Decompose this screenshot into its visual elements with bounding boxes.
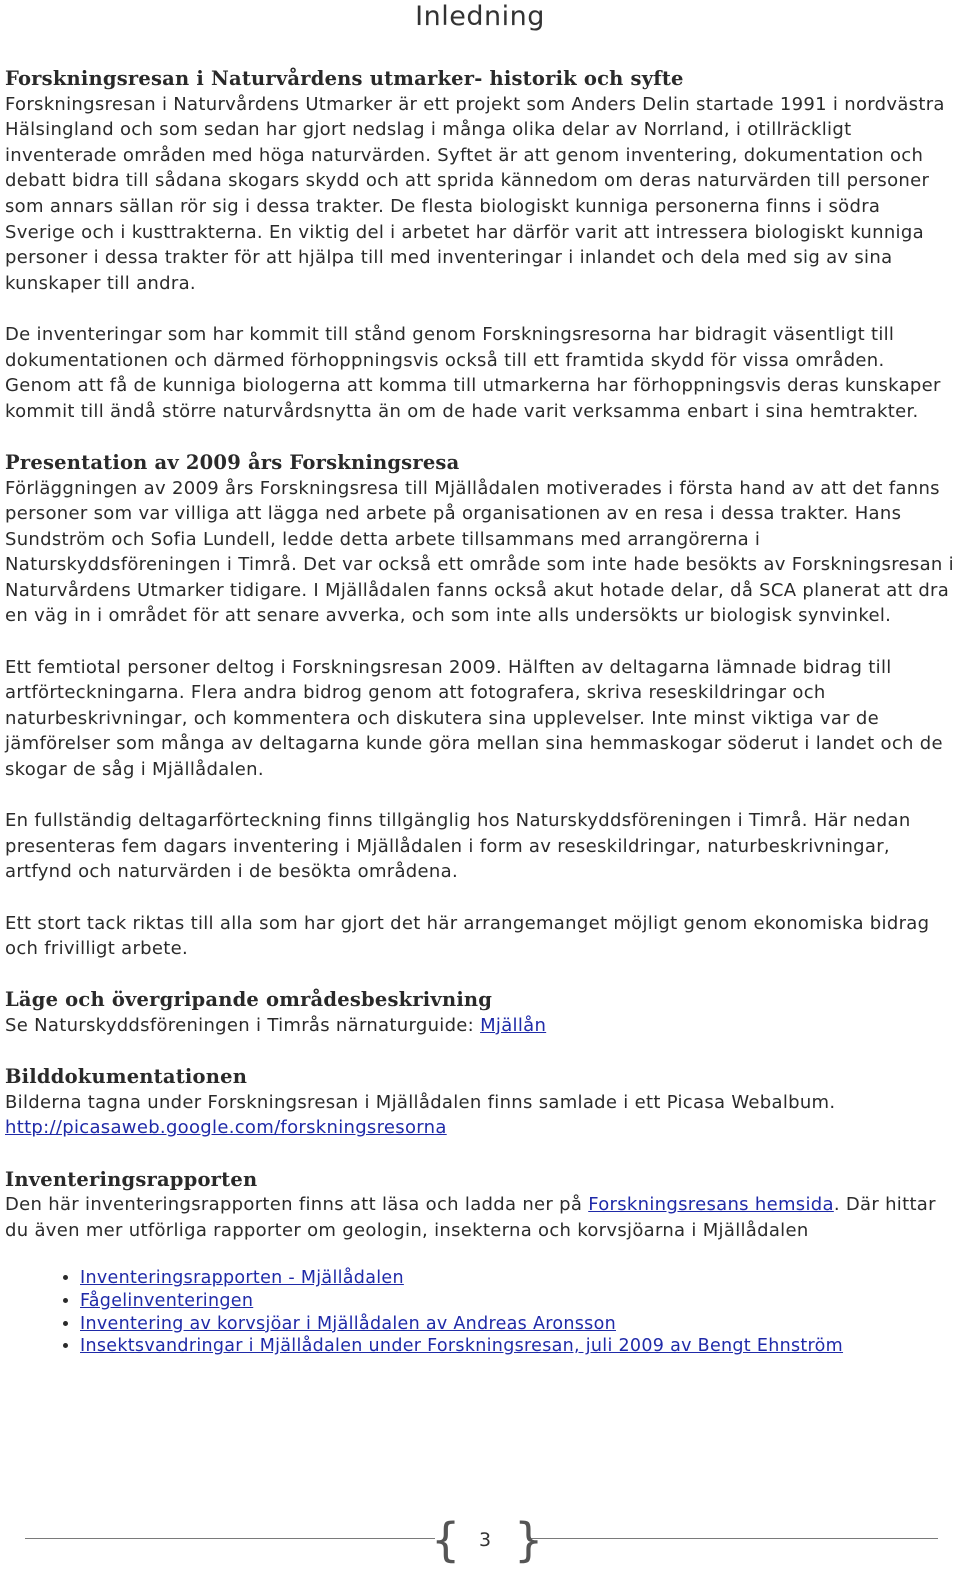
homepage-link[interactable]: Forskningsresans hemsida	[588, 1194, 834, 1216]
history-heading: Forskningsresan i Naturvårdens utmarker- historik och syfte	[5, 67, 684, 90]
location-paragraph	[5, 1013, 955, 1039]
photos-text: Bilderna tagna under Forskningsresan i Mjällådalen finns samlade i ett Picasa Webalbum.	[5, 1091, 836, 1113]
section-location	[5, 987, 955, 1038]
picasa-link[interactable]: http://picasaweb.google.com/forskningsresorna	[5, 1117, 447, 1139]
report-link-fagelinventeringen[interactable]: Fågelinventeringen	[80, 1290, 254, 1311]
presentation-paragraph-1: Förläggningen av 2009 års Forskningsresa till Mjällådalen motiverades i första hand av att det fanns personer som var villiga att lägga ned arbete på organisationen av en resa i dessa trakter. Hans Sundström och Sofia Lundell, ledde detta arbete tillsammans med arrangörerna i Naturskyddsföreningen i Timrå. Det var också ett område som inte hade besökts av Forskningsresan i Naturvårdens Utmarker tidigare. I Mjällådalen fanns också akut hotade delar, då SCA planerat att dra en väg in i området för att senare avverka, och som inte alls undersökts ur biologisk synvinkel.	[5, 477, 954, 627]
report-text-after: . Där hittar du även mer utförliga rapporter om geologin, insekterna och korvsjöarna i Mjällådalen	[5, 1194, 936, 1241]
presentation-paragraph-2: Ett femtiotal personer deltog i Forskningsresan 2009. Hälften av deltagarna lämnade bidrag till artförteckningarna. Flera andra bidrog genom att fotografera, skriva reseskildringar och naturbeskrivningar, och kommentera och diskutera sina upplevelser. Inte minst viktiga var de jämförelser som många av deltagarna kunde göra mellan sina hemmaskogar söderut i landet och de skogar de såg i Mjällådalen.	[5, 656, 943, 781]
history-paragraph-1: Forskningsresan i Naturvårdens Utmarker är ett projekt som Anders Delin startade 1991 i nordvästra Hälsingland och som sedan har gjort nedslag i många olika delar av Norrland, i otillräckligt inventerade områden med höga naturvärden. Syftet är att genom inventering, dokumentation och debatt bidra till sådana skogars skydd och att sprida kännedom om deras naturvärden till personer som annars sällan rör sig i dessa trakter. De flesta biologiskt kunniga personerna finns i södra Sverige och i kusttrakterna. En viktig del i arbetet har därför varit att intressera biologiskt kunniga personer i dessa trakter för att hjälpa till med inventeringar i inlandet och dela med sig av sina kunskaper till andra.	[5, 93, 945, 294]
footer-rule-right	[530, 1538, 938, 1539]
report-paragraph	[5, 1192, 955, 1243]
document-body	[5, 66, 955, 1358]
photos-heading: Bilddokumentationen	[5, 1065, 248, 1089]
list-item	[80, 1290, 955, 1313]
report-link-korvsjoar[interactable]: Inventering av korvsjöar i Mjällådalen av Andreas Aronsson	[80, 1313, 616, 1334]
page-title: Inledning	[415, 1, 545, 32]
report-links-list	[5, 1267, 955, 1357]
report-link-insektsvandringar[interactable]: Insektsvandringar i Mjällådalen under Forskningsresan, juli 2009 av Bengt Ehnström	[80, 1336, 844, 1357]
list-item	[80, 1313, 955, 1336]
footer-close-brace-icon: }	[514, 1513, 544, 1567]
page-number: 3	[478, 1529, 492, 1551]
list-item	[80, 1267, 955, 1290]
footer-rule-left	[25, 1538, 435, 1539]
presentation-paragraph-4: Ett stort tack riktas till alla som har gjort det här arrangemanget möjligt genom ekonomiska bidrag och frivilligt arbete.	[5, 912, 930, 960]
section-presentation	[5, 450, 955, 962]
report-heading: Inventeringsrapporten	[5, 1167, 258, 1191]
section-history	[5, 66, 955, 424]
footer-open-brace-icon: {	[431, 1513, 461, 1567]
section-photos	[5, 1064, 955, 1141]
section-report	[5, 1167, 955, 1358]
presentation-paragraph-3: En fullständig deltagarförteckning finns tillgänglig hos Naturskyddsföreningen i Timrå. Här nedan presenteras fem dagars inventering i Mjällådalen i form av reseskildringar, naturbeskrivningar, artfynd och naturvärden i de besökta områdena.	[5, 810, 911, 883]
report-link-inventeringsrapporten[interactable]: Inventeringsrapporten - Mjällådalen	[80, 1268, 404, 1289]
list-item	[80, 1335, 955, 1358]
location-heading: Läge och övergripande områdesbeskrivning	[5, 988, 493, 1012]
mjallan-link[interactable]: Mjällån	[480, 1014, 547, 1036]
location-text: Se Naturskyddsföreningen i Timrås närnaturguide:	[5, 1014, 481, 1036]
report-text-before: Den här inventeringsrapporten finns att läsa och ladda ner på	[5, 1194, 589, 1216]
presentation-heading: Presentation av 2009 års Forskningsresa	[5, 450, 460, 474]
photos-link-line	[5, 1115, 955, 1141]
history-paragraph-2: De inventeringar som har kommit till stånd genom Forskningsresorna har bidragit väsentligt till dokumentationen och därmed förhoppningsvis också till ett framtida skydd för vissa områden. Genom att få de kunniga biologerna att komma till utmarkerna har förhoppningsvis deras kunskaper kommit till ändå större naturvårdsnytta än om de hade varit verksamma enbart i sina hemtrakter.	[5, 323, 941, 422]
